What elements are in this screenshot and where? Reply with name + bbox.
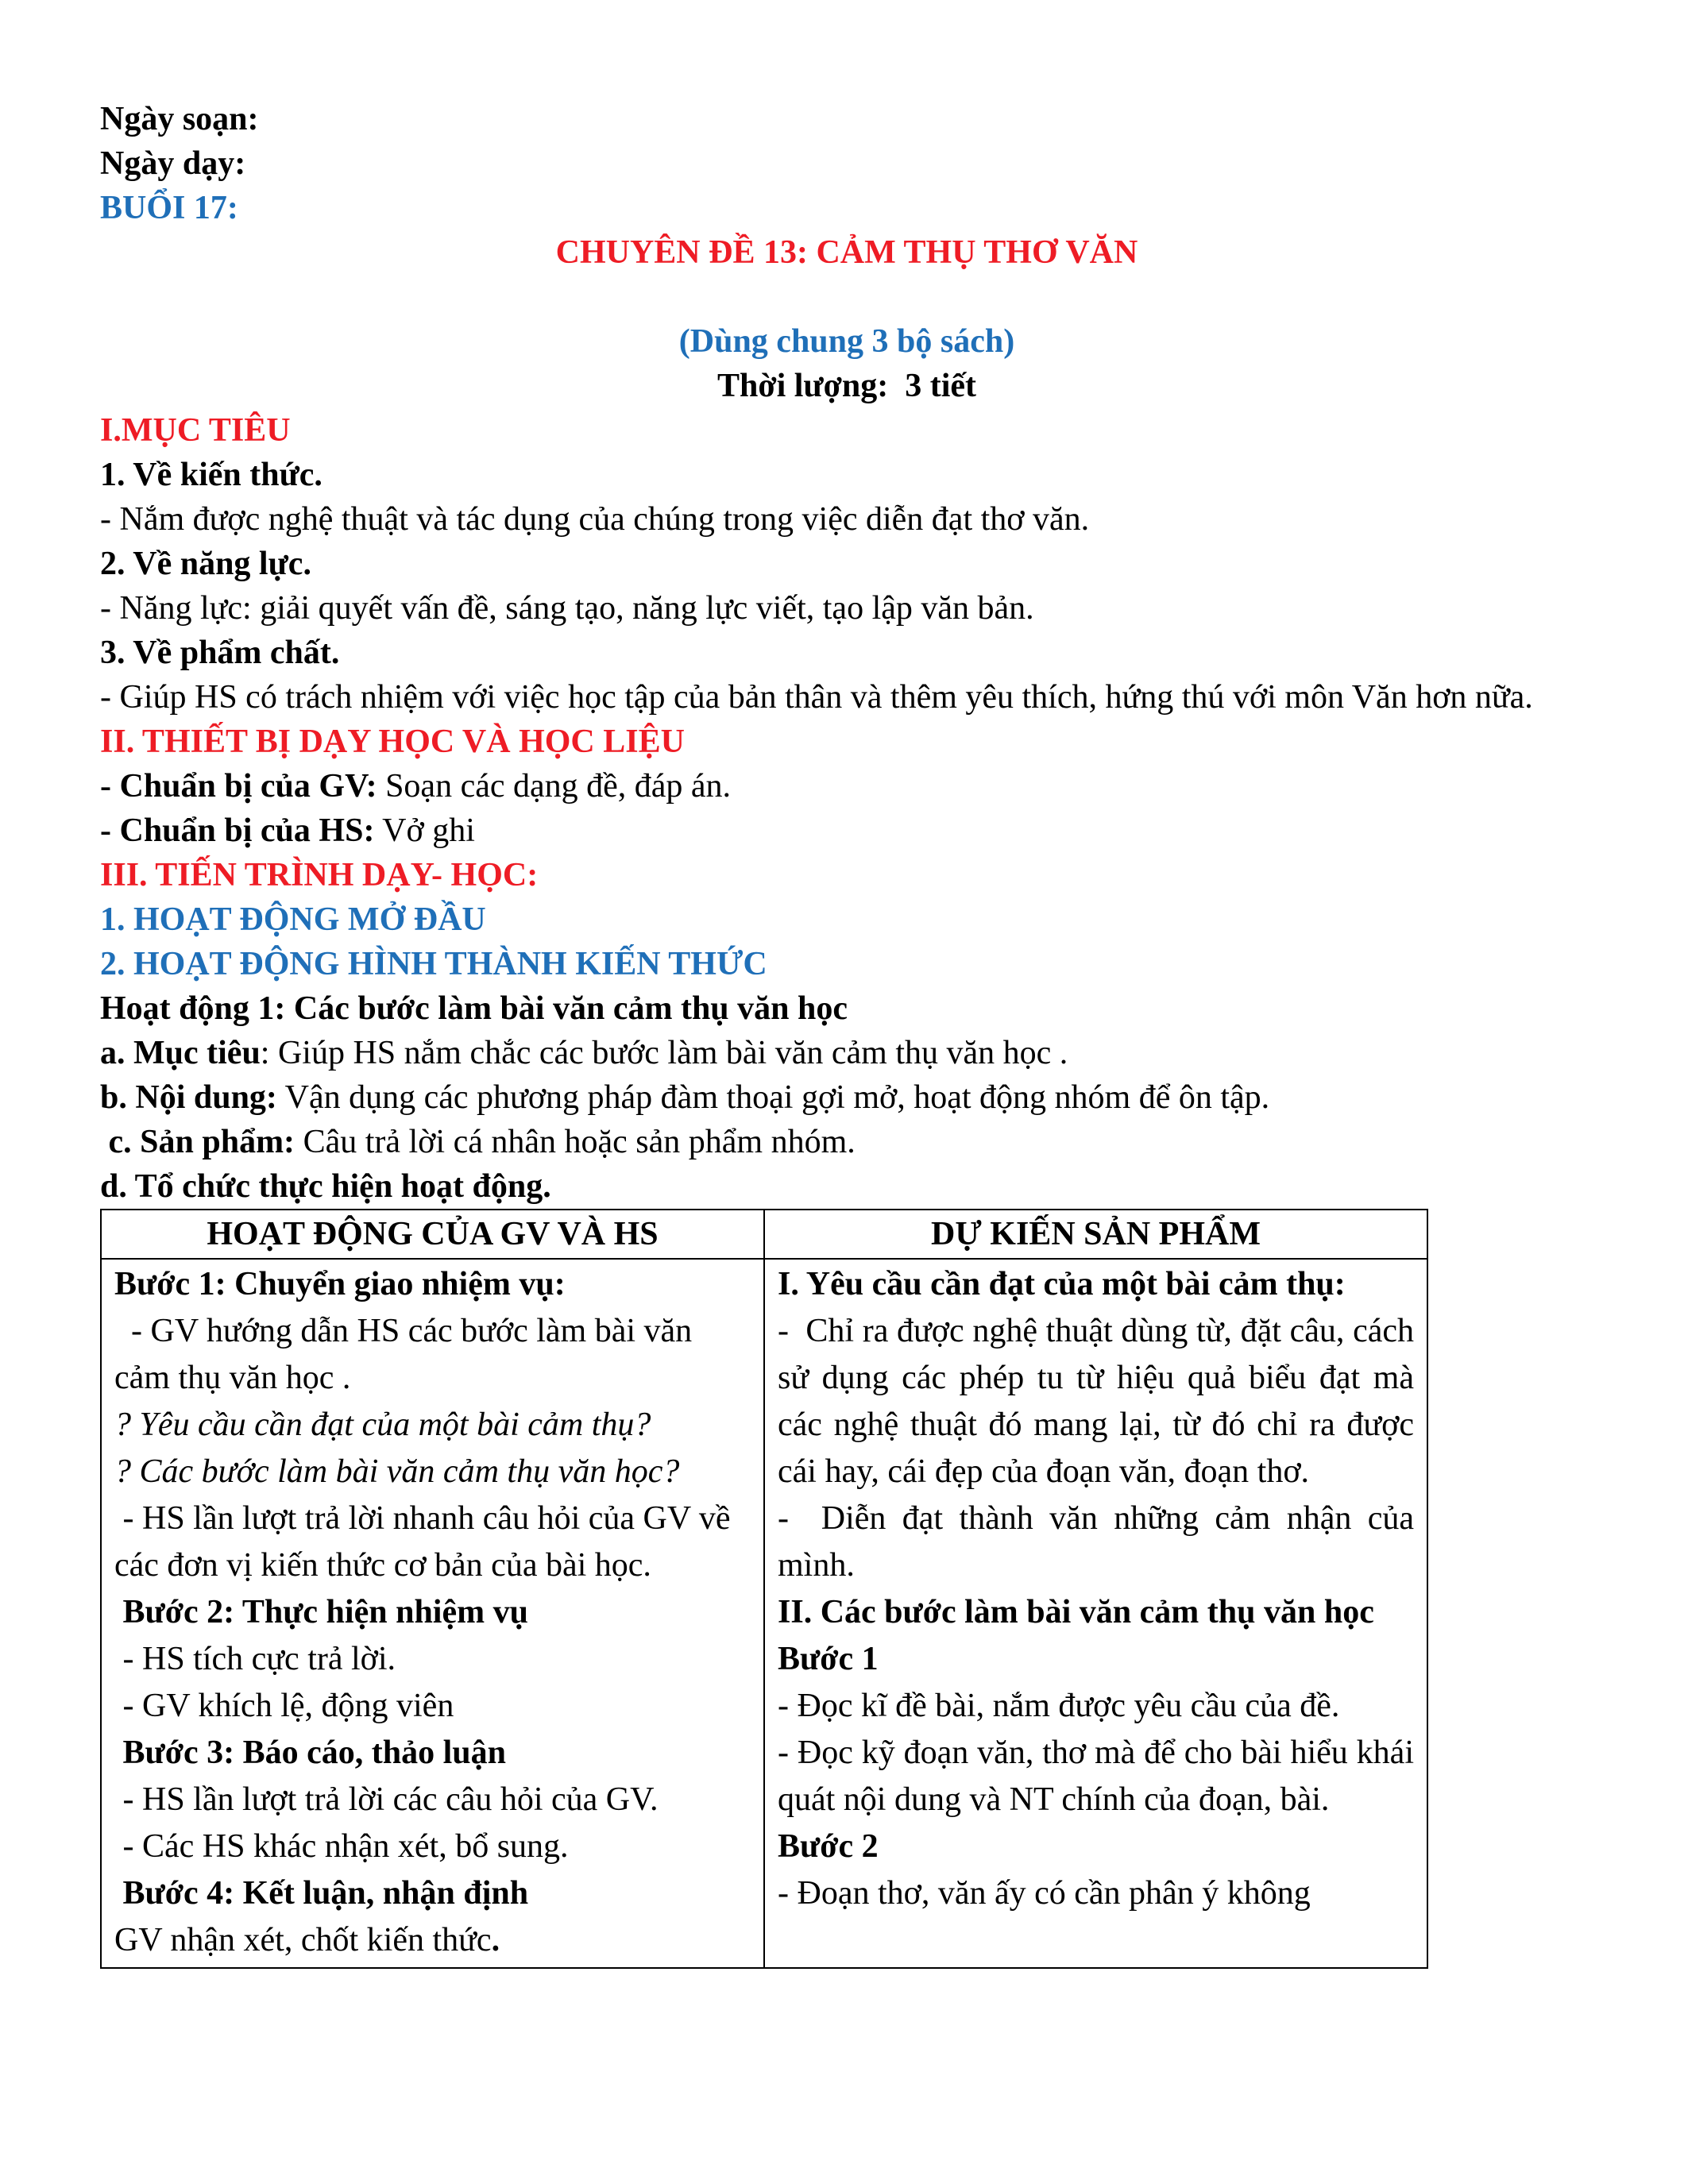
- steps-heading: II. Các bước làm bài văn cảm thụ văn học: [778, 1594, 1374, 1630]
- step-4-text: [114, 1917, 751, 1964]
- section-process-heading: III. TIẾN TRÌNH DẠY- HỌC:: [100, 857, 539, 893]
- activity-table: [100, 1209, 1428, 1969]
- step-2-line-2: - GV khích lệ, động viên: [114, 1688, 454, 1724]
- organization-label: d. Tổ chức thực hiện hoạt động.: [100, 1168, 551, 1205]
- objective-text: : Giúp HS nắm chắc các bước làm bài văn cảm thụ văn học .: [260, 1035, 1068, 1071]
- objective-label: a. Mục tiêu: [100, 1035, 261, 1071]
- ability-label: 2. Về năng lực.: [100, 546, 311, 582]
- activity-knowledge: 2. HOẠT ĐỘNG HÌNH THÀNH KIẾN THỨC: [100, 946, 767, 982]
- requirements-heading: I. Yêu cầu cần đạt của một bài cảm thụ:: [778, 1266, 1346, 1302]
- teacher-prep: [100, 764, 1593, 808]
- session-number: BUỔI 17:: [100, 190, 238, 226]
- teacher-prep-text: Soạn các dạng đề, đáp án.: [377, 768, 732, 805]
- date-prepared: Ngày soạn:: [100, 101, 259, 137]
- expected-products-cell: [764, 1259, 1427, 1968]
- requirement-1: - Chỉ ra được nghệ thuật dùng từ, đặt câu, cách sử dụng các phép tu từ hiệu quả biểu đạt mà các nghệ thuật đó mang lại, từ đó chỉ ra được cái hay, cái đẹp của đoạn văn, đoạn thơ.: [778, 1313, 1423, 1490]
- objective-line: [100, 1031, 1593, 1075]
- topic-subtitle: (Dùng chung 3 bộ sách): [678, 323, 1015, 360]
- section-objectives-heading: I.MỤC TIÊU: [100, 412, 291, 449]
- table-header-row: [101, 1210, 1427, 1259]
- topic-title: CHUYÊN ĐỀ 13: CẢM THỤ THƠ VĂN: [555, 234, 1138, 271]
- activity-opening: 1. HOẠT ĐỘNG MỞ ĐẦU: [100, 901, 486, 938]
- date-taught: Ngày dạy:: [100, 145, 246, 182]
- duration: Thời lượng: 3 tiết: [717, 368, 977, 404]
- requirement-2: - Diễn đạt thành văn những cảm nhận của mình.: [778, 1500, 1423, 1584]
- quality-text: - Giúp HS có trách nhiệm với việc học tập của bản thân và thêm yêu thích, hứng thú với môn Văn hơn nữa.: [100, 679, 1533, 716]
- section-equipment-heading: II. THIẾT BỊ DẠY HỌC VÀ HỌC LIỆU: [100, 723, 685, 760]
- ability-text: - Năng lực: giải quyết vấn đề, sáng tạo, năng lực viết, tạo lập văn bản.: [100, 590, 1034, 627]
- product-line: [100, 1120, 1593, 1164]
- right-step-1-label: Bước 1: [778, 1641, 879, 1677]
- activity-1-title: Hoạt động 1: Các bước làm bài văn cảm thụ văn học: [100, 990, 848, 1027]
- content-text: Vận dụng các phương pháp đàm thoại gợi mở, hoạt động nhóm để ôn tập.: [276, 1079, 1270, 1116]
- teacher-prep-label: - Chuẩn bị của GV:: [100, 768, 377, 805]
- table-header-activities: HOẠT ĐỘNG CỦA GV VÀ HS: [101, 1210, 764, 1259]
- table-header-products: DỰ KIẾN SẢN PHẨM: [764, 1210, 1427, 1259]
- step-4-label: Bước 4: Kết luận, nhận định: [114, 1875, 529, 1912]
- step-4-text-main: GV nhận xét, chốt kiến thức: [114, 1922, 492, 1958]
- quality-label: 3. Về phẩm chất.: [100, 635, 340, 671]
- product-text: Câu trả lời cá nhân hoặc sản phẩm nhóm.: [295, 1124, 856, 1160]
- step-4-text-dot: .: [491, 1922, 500, 1958]
- step-2-line-1: - HS tích cực trả lời.: [114, 1641, 396, 1677]
- step-3-line-2: - Các HS khác nhận xét, bổ sung.: [114, 1828, 569, 1865]
- question-1: ? Yêu cầu cần đạt của một bài cảm thụ?: [114, 1406, 651, 1443]
- step-1-label: Bước 1: Chuyển giao nhiệm vụ:: [114, 1266, 566, 1302]
- student-prep: [100, 808, 1593, 853]
- table-row: [101, 1259, 1427, 1968]
- right-step-1-line-2: - Đọc kỹ đoạn văn, thơ mà để cho bài hiểu khái quát nội dung và NT chính của đoạn, bài.: [778, 1734, 1414, 1818]
- step-3-line-1: - HS lần lượt trả lời các câu hỏi của GV.: [114, 1781, 659, 1818]
- knowledge-text: - Nắm được nghệ thuật và tác dụng của chúng trong việc diễn đạt thơ văn.: [100, 501, 1090, 538]
- document-page: [100, 97, 1593, 1969]
- right-step-2-label: Bước 2: [778, 1828, 879, 1865]
- right-step-1-line-1: - Đọc kĩ đề bài, nắm được yêu cầu của đề.: [778, 1688, 1340, 1724]
- right-step-2-line-1: - Đoạn thơ, văn ấy có cần phân ý không: [778, 1875, 1311, 1912]
- content-label: b. Nội dung:: [100, 1079, 277, 1116]
- teacher-student-activities-cell: [101, 1259, 764, 1968]
- step-3-label: Bước 3: Báo cáo, thảo luận: [114, 1734, 506, 1771]
- product-label: c. Sản phẩm:: [100, 1124, 295, 1160]
- student-prep-text: Vở ghi: [374, 812, 475, 849]
- knowledge-label: 1. Về kiến thức.: [100, 457, 323, 493]
- step-1-guide: - GV hướng dẫn HS các bước làm bài văn cảm thụ văn học .: [114, 1313, 701, 1396]
- step-1-answer: - HS lần lượt trả lời nhanh câu hỏi của GV về các đơn vị kiến thức cơ bản của bài học.: [114, 1500, 740, 1584]
- question-2: ? Các bước làm bài văn cảm thụ văn học?: [114, 1453, 680, 1490]
- student-prep-label: - Chuẩn bị của HS:: [100, 812, 375, 849]
- step-2-label: Bước 2: Thực hiện nhiệm vụ: [114, 1594, 528, 1630]
- content-line: [100, 1075, 1593, 1120]
